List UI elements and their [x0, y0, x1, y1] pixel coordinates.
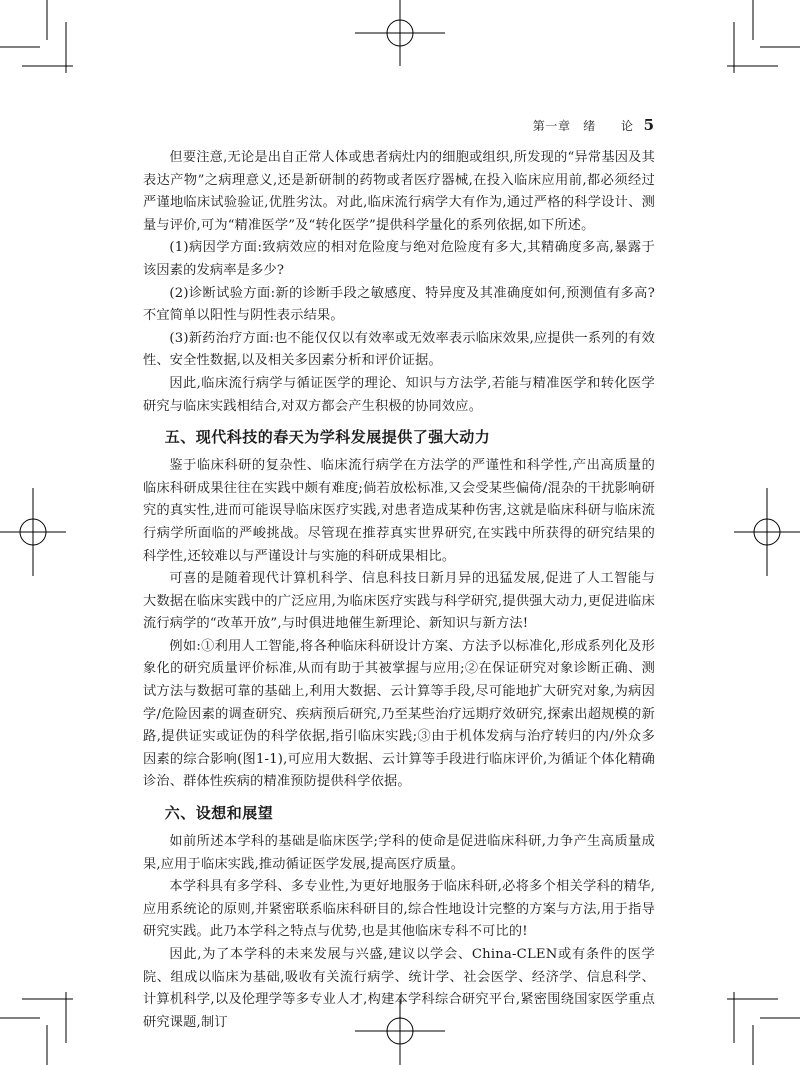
section-heading: 六、设想和展望: [164, 804, 274, 823]
body-paragraph: 可喜的是随着现代计算机科学、信息科技日新月异的迅猛发展,促进了人工智能与大数据在临床实践中的广泛应用,为临床医疗实践与科学研究,提供强大动力,更促进临床流行病学的“改革开放”,与时俱进地催生新理论、新知识与新方法!: [143, 571, 655, 632]
body-paragraph: 本学科具有多学科、多专业性,为更好地服务于临床科研,必将多个相关学科的精华,应用系统论的原则,并紧密联系临床科研目的,综合性地设计完整的方案与方法,用于指导研究实践。此乃本学科之特点与优势,也是其他临床专科不可比的!: [143, 879, 655, 940]
section-heading: 五、现代科技的春天为学科发展提供了强大动力: [164, 428, 491, 447]
page-number: 5: [643, 116, 654, 134]
body-paragraph: 因此,临床流行病学与循证医学的理论、知识与方法学,若能与精准医学和转化医学研究与临床实践相结合,对双方都会产生积极的协同效应。: [143, 375, 655, 414]
body-paragraph: 但要注意,无论是出自正常人体或患者病灶内的细胞或组织,所发现的“异常基因及其表达产物”之病理意义,还是新研制的药物或者医疗器械,在投入临床应用前,都必须经过严谨地临床试验验证,优胜劣汰。对此,临床流行病学大有作为,通过严格的科学设计、测量与评价,可为“精准医学”及“转化医学”提供科学量化的系列依据,如下所述。: [143, 150, 655, 233]
body-paragraph: (3)新药治疗方面:也不能仅仅以有效率或无效率表示临床效果,应提供一系列的有效性、安全性数据,以及相关多因素分析和评价证据。: [143, 330, 655, 369]
running-head: [134, 117, 654, 134]
body-paragraph: (2)诊断试验方面:新的诊断手段之敏感度、特异度及其准确度如何,预测值有多高?不宜简单以阳性与阴性表示结果。: [143, 285, 655, 324]
body-paragraph: 因此,为了本学科的未来发展与兴盛,建议以学会、China-CLEN或有条件的医学院、组成以临床为基础,吸收有关流行病学、统计学、社会医学、经济学、信息科学、计算机科学,以及伦理学等多专业人才,构建本学科综合研究平台,紧密围绕国家医学重点研究课题,制订: [143, 947, 655, 1030]
body-paragraph: 例如:①利用人工智能,将各种临床科研设计方案、方法予以标准化,形成系列化及形象化的研究质量评价标准,从而有助于其被掌握与应用;②在保证研究对象诊断正确、测试方法与数据可靠的基础上,利用大数据、云计算等手段,尽可能地扩大研究对象,为病因学/危险因素的调查研究、疾病预后研究,乃至某些治疗远期疗效研究,探索出超规模的新路,提供证实或证伪的科学依据,指引临床实践;③由于机体发病与治疗转归的内/外众多因素的综合影响(图1-1),可应用大数据、云计算等手段进行临床评价,为循证个体化精确诊治、群体性疾病的精准预防提供科学依据。: [143, 638, 655, 790]
body-paragraph: 鉴于临床科研的复杂性、临床流行病学在方法学的严谨性和科学性,产出高质量的临床科研成果往往在实践中颇有难度;倘若放松标准,又会受某些偏倚/混杂的干扰影响研究的真实性,进而可能误导临床医疗实践,对患者造成某种伤害,这就是临床科研与临床流行病学所面临的严峻挑战。尽管现在推荐真实世界研究,在实践中所获得的研究结果的科学性,还较难以与严谨设计与实施的科研成果相比。: [143, 458, 655, 564]
body-paragraph: 如前所述本学科的基础是临床医学;学科的使命是促进临床科研,力争产生高质量成果,应用于临床实践,推动循证医学发展,提高医疗质量。: [143, 834, 655, 872]
chapter-title: 第一章 绪 论: [532, 119, 634, 133]
body-paragraph: (1)病因学方面:致病效应的相对危险度与绝对危险度有多大,其精确度多高,暴露于该因素的发病率是多少?: [143, 240, 655, 278]
page-body: [143, 147, 655, 1034]
